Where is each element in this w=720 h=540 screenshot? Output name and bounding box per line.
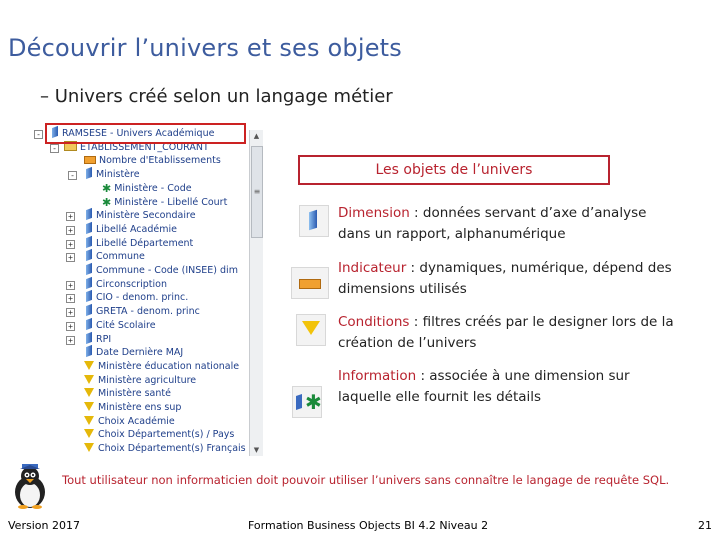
- tree-item[interactable]: [84, 250, 145, 263]
- expand-icon[interactable]: +: [66, 253, 75, 262]
- tree-item-label: ETABLISSEMENT_COURANT: [80, 141, 209, 153]
- legend-key: Dimension: [338, 205, 410, 221]
- expand-icon[interactable]: +: [66, 281, 75, 290]
- penguin-mascot-icon: [6, 462, 54, 510]
- tree-item-label: Commune: [96, 251, 145, 263]
- tree-item-label: Circonscription: [96, 278, 167, 290]
- tree-item-label: Ministère agriculture: [98, 374, 197, 386]
- filter-icon: [84, 416, 94, 425]
- legend-text: : données servant d’axe d’analyse dans un rapport, alphanumérique: [338, 205, 647, 242]
- tree-item[interactable]: [84, 401, 181, 414]
- dimension-icon: [86, 331, 92, 343]
- scroll-up-icon[interactable]: ▲: [253, 132, 260, 140]
- tree-item[interactable]: [84, 223, 177, 236]
- dimension-icon: [86, 263, 92, 275]
- legend-header: [298, 155, 610, 185]
- tree-item[interactable]: [84, 168, 140, 181]
- tree-item[interactable]: [84, 415, 175, 428]
- footer-page-number: 21: [698, 519, 712, 532]
- tree-item[interactable]: [84, 346, 183, 359]
- tree-item[interactable]: [84, 264, 238, 277]
- legend-entry-conditions: [338, 312, 678, 354]
- tree-item-label: Ministère éducation nationale: [98, 360, 240, 372]
- legend-entry-dimension: [338, 203, 678, 245]
- tree-item[interactable]: [84, 428, 234, 441]
- collapse-icon[interactable]: -: [34, 130, 43, 139]
- filter-icon: [84, 402, 94, 411]
- tree-item[interactable]: [84, 209, 196, 222]
- tree-item-label: Ministère ens sup: [98, 402, 182, 413]
- scroll-down-icon[interactable]: ▼: [253, 446, 260, 454]
- expand-icon[interactable]: +: [66, 226, 75, 235]
- expand-icon[interactable]: +: [66, 212, 75, 221]
- dimension-icon: [86, 290, 92, 302]
- tree-item[interactable]: [84, 278, 167, 291]
- tree-item-label: Libellé Département: [96, 237, 194, 249]
- sql-note: Tout utilisateur non informaticien doit pouvoir utiliser l’univers sans connaître le langage de requête SQL.: [62, 473, 670, 487]
- tree-item[interactable]: [102, 182, 192, 195]
- legend-entry-information: [338, 366, 678, 408]
- tree-item[interactable]: [84, 319, 156, 332]
- tree-item[interactable]: [84, 360, 239, 373]
- dimension-icon: [299, 205, 329, 237]
- tree-item[interactable]: [84, 305, 200, 318]
- footer-course-title: Formation Business Objects BI 4.2 Niveau 2: [248, 519, 489, 532]
- tree-item[interactable]: [84, 333, 111, 346]
- tree-item-label: Choix Département(s) Français: [98, 443, 246, 455]
- tree-item-label: Cité Scolaire: [96, 319, 156, 331]
- tree-item-label: RPI: [96, 333, 112, 345]
- footer-version: Version 2017: [8, 519, 80, 532]
- filter-icon: [296, 314, 326, 346]
- legend-key: Conditions: [338, 314, 410, 330]
- legend-entry-indicator: [338, 258, 678, 300]
- tree-item-label: Ministère - Libellé Court: [114, 196, 228, 208]
- legend-key: Information: [338, 368, 417, 384]
- tree-item-label: Choix Département(s) / Pays: [98, 429, 235, 441]
- detail-icon: ✱: [292, 386, 322, 418]
- legend-header-label: Les objets de l’univers: [375, 162, 533, 178]
- dimension-icon: [86, 167, 92, 179]
- expand-icon[interactable]: +: [66, 322, 75, 331]
- slide-subtitle: – Univers créé selon un langage métier: [40, 86, 393, 107]
- legend-text: : dynamiques, numérique, dépend des dimensions utilisés: [338, 260, 672, 297]
- detail-icon: ✱: [102, 195, 112, 209]
- dimension-icon: [86, 249, 92, 261]
- tree-item-label: Ministère santé: [98, 388, 171, 400]
- scroll-thumb[interactable]: ≡: [251, 146, 263, 238]
- tree-item[interactable]: [84, 237, 193, 250]
- tree-item-label: Ministère Secondaire: [96, 210, 196, 222]
- indicator-icon: [291, 267, 329, 299]
- tree-item-label: Ministère - Code: [114, 182, 192, 194]
- dimension-icon: [86, 208, 92, 220]
- tree-item[interactable]: [84, 442, 246, 455]
- tree-item[interactable]: [84, 387, 171, 400]
- legend-text: : filtres créés par le designer lors de la création de l’univers: [338, 314, 674, 351]
- expand-icon[interactable]: +: [66, 294, 75, 303]
- dimension-icon: [86, 345, 92, 357]
- detail-icon: ✱: [102, 181, 112, 195]
- tree-item-label: Nombre d'Etablissements: [99, 155, 221, 167]
- dimension-icon: [86, 236, 92, 248]
- filter-icon: [84, 375, 94, 384]
- universe-root-highlight: [45, 123, 246, 144]
- legend-key: Indicateur: [338, 260, 407, 276]
- expand-icon[interactable]: +: [66, 240, 75, 249]
- tree-item[interactable]: [84, 374, 196, 387]
- tree-item[interactable]: [102, 196, 227, 209]
- expand-icon[interactable]: +: [66, 336, 75, 345]
- slide-title: Découvrir l’univers et ses objets: [8, 34, 402, 62]
- expand-icon[interactable]: +: [66, 308, 75, 317]
- dimension-icon: [86, 222, 92, 234]
- collapse-icon[interactable]: -: [50, 144, 59, 153]
- tree-item-label: CIO - denom. princ.: [96, 292, 189, 304]
- filter-icon: [84, 443, 94, 452]
- tree-item[interactable]: [84, 154, 221, 167]
- filter-icon: [84, 388, 94, 397]
- tree-item-label: Commune - Code (INSEE) dim: [96, 265, 238, 276]
- filter-icon: [84, 361, 94, 370]
- dimension-icon: [86, 277, 92, 289]
- tree-item-label: RAMSESE - Univers Académique: [62, 128, 215, 139]
- tree-item-label: Date Dernière MAJ: [96, 347, 184, 359]
- collapse-icon[interactable]: -: [68, 171, 77, 180]
- universe-tree[interactable]: [30, 122, 264, 460]
- indicator-icon: [84, 156, 96, 164]
- legend-text: : associée à une dimension sur laquelle elle fournit les détails: [338, 368, 630, 405]
- dimension-icon: [86, 318, 92, 330]
- tree-scrollbar[interactable]: [249, 130, 263, 456]
- tree-item[interactable]: [84, 291, 188, 304]
- tree-item-label: GRETA - denom. princ: [96, 306, 200, 318]
- dimension-icon: [86, 304, 92, 316]
- tree-item-label: Libellé Académie: [96, 223, 177, 235]
- tree-item-label: Choix Académie: [98, 415, 175, 427]
- filter-icon: [84, 429, 94, 438]
- tree-item-label: Ministère: [96, 169, 140, 181]
